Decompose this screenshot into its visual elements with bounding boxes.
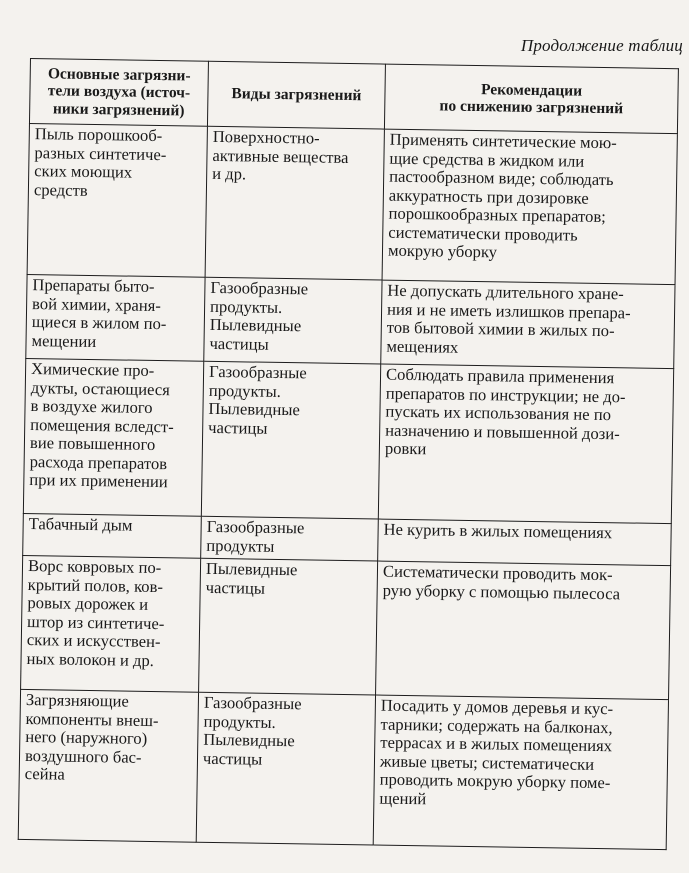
table-row: [27, 123, 677, 284]
cell-recommendation: Посадить у домов деревья и кус- тарники; содержать на балконах, террасах и в жилых помещениях живые цветы; систематически проводить мокрую уборку поме- щений: [373, 695, 668, 850]
cell-type: Газообразные продукты. Пылевидные частицы: [196, 692, 375, 845]
cell-type: Газообразные продукты: [201, 516, 379, 561]
cell-recommendation: Систематически проводить мок- рую уборку с помощью пылесоса: [376, 561, 671, 700]
cell-recommendation: Применять синтетические мою- щие средства в жидком или пастообразном виде; соблюдать аккуратность при дозировке порошкообразных препаратов; систематически проводить мокрую уборку: [382, 129, 677, 285]
cell-source: Ворс ковровых по- крытий полов, ков- ровых дорожек и штор из синтетиче- ских и искусствен- ных волокон и др.: [21, 555, 201, 692]
cell-recommendation: Не допускать длительного хране- ния и не иметь излишков препара- тов бытовой химии в жилых по- мещениях: [381, 280, 675, 369]
cell-source: Препараты быто- вой химии, храня- щиеся в жилом по- мещении: [26, 274, 205, 361]
cell-type: Газообразные продукты. Пылевидные частицы: [201, 361, 380, 519]
header-types: Виды загрязнений: [207, 61, 385, 129]
cell-type: Поверхностно- активные вещества и др.: [205, 126, 384, 280]
table-continuation-caption: Продолжение таблиц: [520, 36, 683, 55]
cell-recommendation: Соблюдать правила применения препаратов по инструкции; не до- пускать их использования не по назначению и повышенной дози- ровки: [378, 364, 673, 524]
header-recommendations: Рекомендации по снижению загрязнений: [384, 64, 678, 134]
cell-source: Пыль порошкооб- разных синтетиче- ских моющих средств: [27, 123, 207, 277]
header-sources: Основные загрязни- тели воздуха (источ- ники загрязнений): [29, 59, 208, 127]
table-row: [26, 274, 675, 368]
table-row: [23, 358, 673, 523]
cell-source: Табачный дым: [23, 513, 202, 558]
table-row: [21, 555, 671, 699]
pollution-table: [18, 58, 679, 850]
table-header-row: [29, 59, 678, 134]
cell-recommendation: Не курить в жилых помещениях: [378, 519, 672, 566]
cell-source: Загрязняющие компоненты внеш- него (наружного) воздушного бас- сейна: [18, 689, 198, 842]
table-row: [18, 689, 668, 849]
cell-type: Газообразные продукты. Пылевидные частицы: [204, 277, 382, 364]
cell-type: Пылевидные частицы: [199, 558, 378, 695]
cell-source: Химические про- дукты, остающиеся в воздухе жилого помещения вследст- вие повышенного расхода препаратов при их применении: [23, 358, 203, 516]
